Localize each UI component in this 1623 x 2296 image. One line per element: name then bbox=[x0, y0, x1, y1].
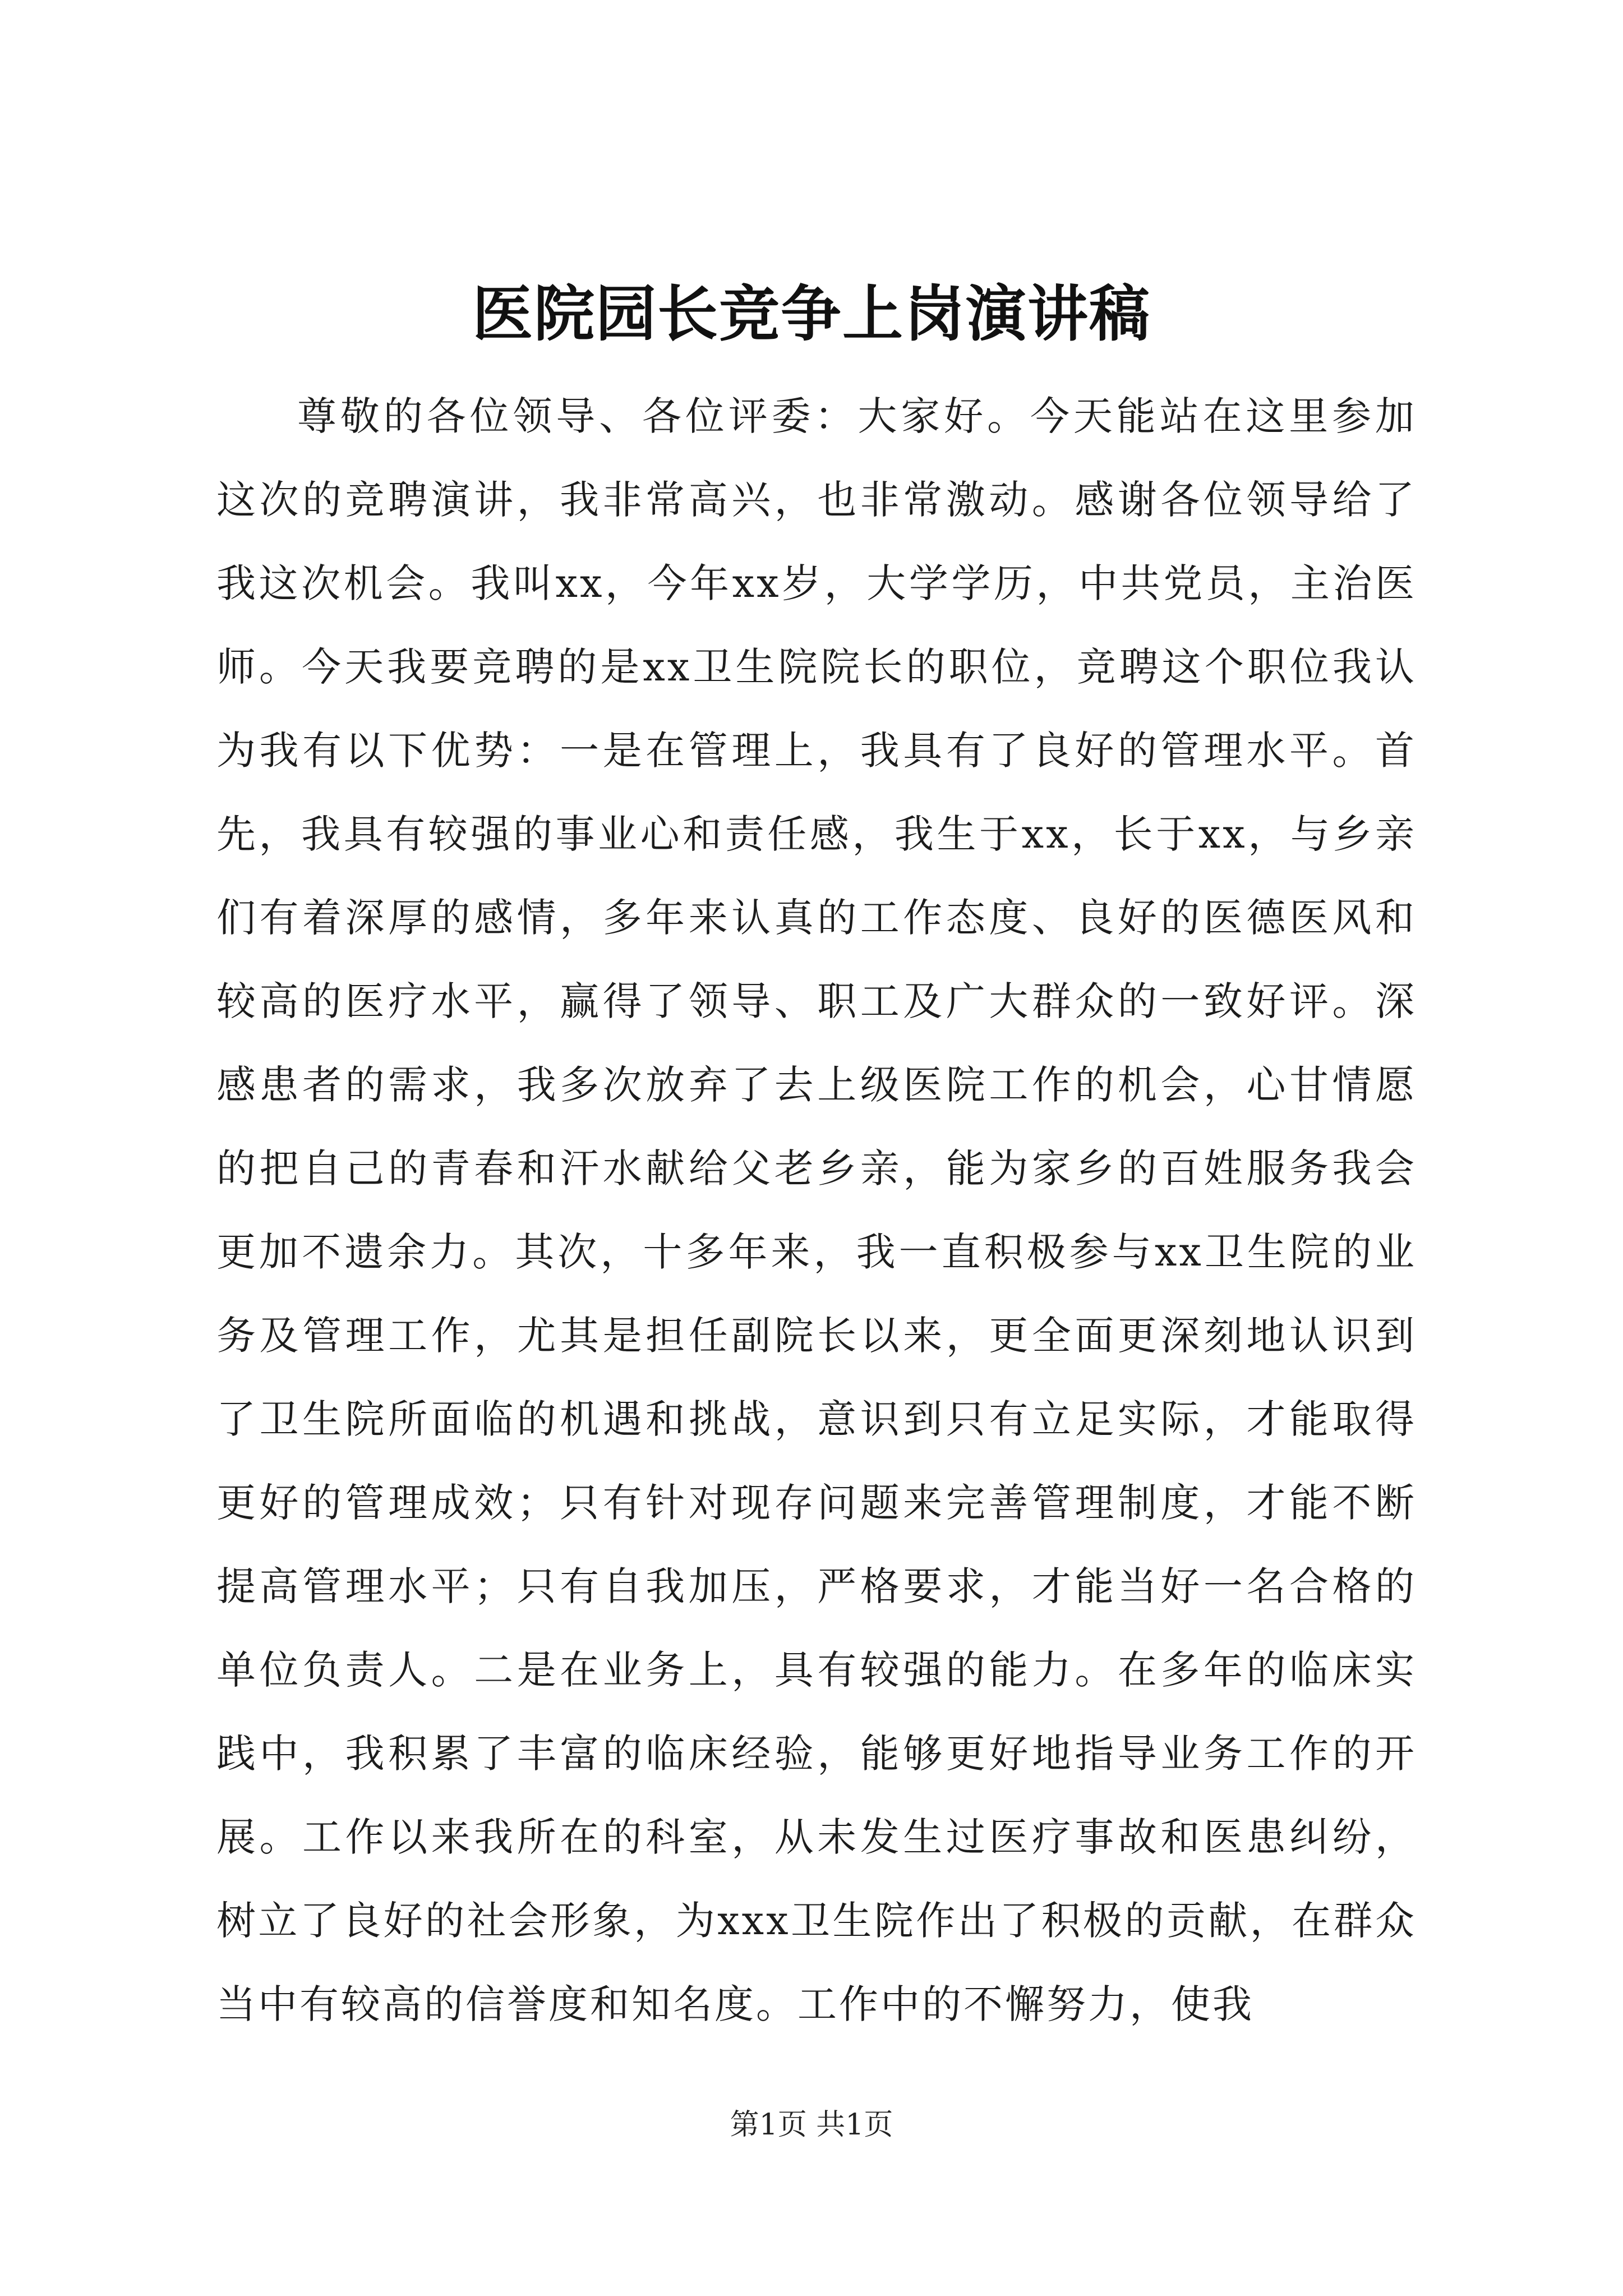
page-number-footer: 第1页 共1页 bbox=[730, 2108, 893, 2142]
body-paragraph: 尊敬的各位领导、各位评委：大家好。今天能站在这里参加这次的竞聘演讲，我非常高兴，也非常激动。感谢各位领导给了我这次机会。我叫xx，今年xx岁，大学学历，中共党员，主治医师。今天我要竞聘的是xx卫生院院长的职位，竞聘这个职位我认为我有以下优势：一是在管理上，我具有了良好的管理水平。首先，我具有较强的事业心和责任感，我生于xx，长于xx，与乡亲们有着深厚的感情，多年来认真的工作态度、良好的医德医风和较高的医疗水平，赢得了领导、职工及广大群众的一致好评。深感患者的需求，我多次放弃了去上级医院工作的机会，心甘情愿的把自己的青春和汗水献给父老乡亲，能为家乡的百姓服务我会更加不遗余力。其次，十多年来，我一直积极参与xx卫生院的业务及管理工作，尤其是担任副院长以来，更全面更深刻地认识到了卫生院所面临的机遇和挑战，意识到只有立足实际，才能取得更好的管理成效；只有针对现存问题来完善管理制度，才能不断提高管理水平；只有自我加压，严格要求，才能当好一名合格的单位负责人。二是在业务上，具有较强的能力。在多年的临床实践中，我积累了丰富的临床经验，能够更好地指导业务工作的开展。工作以来我所在的科室，从未发生过医疗事故和医患纠纷，树立了良好的社会形象，为xxx卫生院作出了积极的贡献，在群众当中有较高的信誉度和知名度。工作中的不懈努力，使我 bbox=[216, 393, 1417, 2027]
document-title: 医院园长竞争上岗演讲稿 bbox=[472, 279, 1151, 349]
